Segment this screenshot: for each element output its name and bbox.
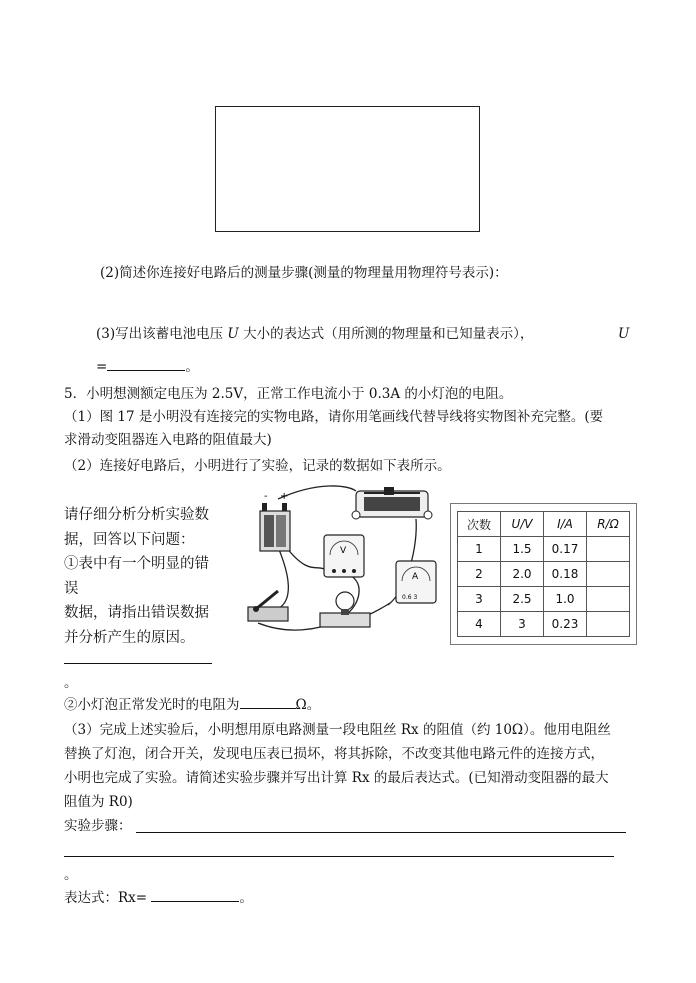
table-cell: 2.0 [501, 562, 544, 587]
q5-p1-line1: （1）图 17 是小明没有连接完的实物电路，请你用笔画线代替导线将实物图补充完整。(要 [64, 409, 604, 425]
table-header-cell: U/V [501, 512, 544, 537]
table-cell: 2.5 [501, 587, 544, 612]
wire [278, 486, 356, 499]
table-row [458, 562, 630, 587]
battery-icon [260, 491, 290, 551]
answer-line-error[interactable] [64, 663, 212, 664]
table-cell: 1.0 [544, 587, 587, 612]
q5-p2: （2）连接好电路后，小明进行了实验，记录的数据如下表所示。 [64, 458, 451, 474]
table-cell: 0.23 [544, 612, 587, 637]
var-u: U [227, 326, 239, 342]
equals-sign: = [96, 359, 108, 375]
q5-p3-line3: 小明也完成了实验。请简述实验步骤并写出计算 Rx 的最后表达式。(已知滑动变阻器的最大 [64, 770, 609, 786]
q4-part3-eq [96, 356, 199, 378]
q5-p3-line2: 替换了灯泡，闭合开关，发现电压表已损坏，将其拆除，不改变其他电路元件的连接方式， [64, 746, 604, 762]
period: 。 [185, 359, 199, 375]
table-cell[interactable] [587, 537, 630, 562]
table-row [458, 587, 630, 612]
q5-q2 [64, 694, 320, 716]
ammeter-icon [396, 561, 436, 603]
table-cell[interactable] [587, 612, 630, 637]
period-1: 。 [64, 675, 78, 691]
left-line: ①表中有一个明显的错 [64, 556, 209, 572]
answer-line-steps-2[interactable] [64, 856, 614, 857]
voltmeter-icon [324, 535, 364, 577]
q2-unit: Ω。 [295, 697, 321, 713]
table-cell[interactable] [587, 562, 630, 587]
table-header-row [458, 512, 630, 537]
q2-text: ②小灯泡正常发光时的电阻为 [64, 697, 240, 713]
table-cell: 2 [458, 562, 501, 587]
answer-blank-u[interactable] [107, 356, 185, 371]
q4-part3 [96, 323, 533, 345]
expression-label: 表达式：Rx= [64, 890, 148, 906]
var-u-right [618, 323, 629, 345]
left-line: 误 [64, 580, 79, 597]
q4-part3-text-a: (3)写出该蓄电池电压 [96, 326, 224, 342]
ammeter-label: A [412, 572, 419, 582]
q4-part2: (2)简述你连接好电路后的测量步骤(测量的物理量用物理符号表示)： [100, 265, 508, 281]
table-cell: 4 [458, 612, 501, 637]
q5-p3-line4: 阻值为 R0) [64, 794, 133, 810]
q5-p1-line2: 求滑动变阻器连入电路的阻值最大) [64, 432, 272, 448]
table-cell: 0.18 [544, 562, 587, 587]
q5-p3-line1: （3）完成上述实验后，小明想用原电路测量一段电阻丝 Rx 的阻值（约 10Ω）。他用电阻丝 [64, 722, 611, 738]
bulb-icon [320, 592, 370, 627]
table-row [458, 537, 630, 562]
var-u-2: U [618, 326, 630, 342]
table-cell: 0.17 [544, 537, 587, 562]
left-question-text [64, 503, 209, 650]
q4-part3-text-b: 大小的表达式（用所测的物理量和已知量表示）， [243, 326, 534, 342]
battery-minus-label: - [264, 491, 268, 502]
left-line: 请仔细分析分析实验数 [64, 507, 209, 523]
data-table-frame [450, 503, 637, 645]
table-cell: 3 [458, 587, 501, 612]
table-header-cell: I/A [544, 512, 587, 537]
table-header-cell: 次数 [458, 512, 501, 537]
table-row [458, 612, 630, 637]
rheostat-icon [352, 487, 432, 519]
table-header-cell: R/Ω [587, 512, 630, 537]
left-line: 并分析产生的原因。 [64, 629, 195, 646]
answer-box [215, 106, 480, 232]
answer-blank-resistance[interactable] [240, 694, 296, 709]
voltmeter-label: V [340, 546, 347, 556]
left-line: 数据，请指出错误数据 [64, 605, 209, 621]
q5-intro: 5．小明想测额定电压为 2.5V，正常工作电流小于 0.3A 的小灯泡的电阻。 [64, 386, 513, 402]
steps-label: 实验步骤： [64, 818, 132, 834]
data-table [457, 511, 630, 637]
answer-blank-expression[interactable] [151, 887, 239, 902]
circuit-figure [238, 485, 444, 635]
period-2: 。 [64, 867, 78, 883]
table-cell: 1.5 [501, 537, 544, 562]
table-cell[interactable] [587, 587, 630, 612]
answer-line-steps-1[interactable] [136, 832, 626, 833]
wire [286, 547, 324, 569]
expression-row [64, 887, 253, 909]
battery-plus-label: + [280, 491, 289, 502]
table-cell: 3 [501, 612, 544, 637]
expression-end: 。 [239, 890, 253, 906]
ammeter-terminals: 0.6 3 [402, 594, 418, 601]
left-line: 据，回答以下问题： [64, 531, 195, 548]
wire [278, 547, 288, 609]
table-cell: 1 [458, 537, 501, 562]
